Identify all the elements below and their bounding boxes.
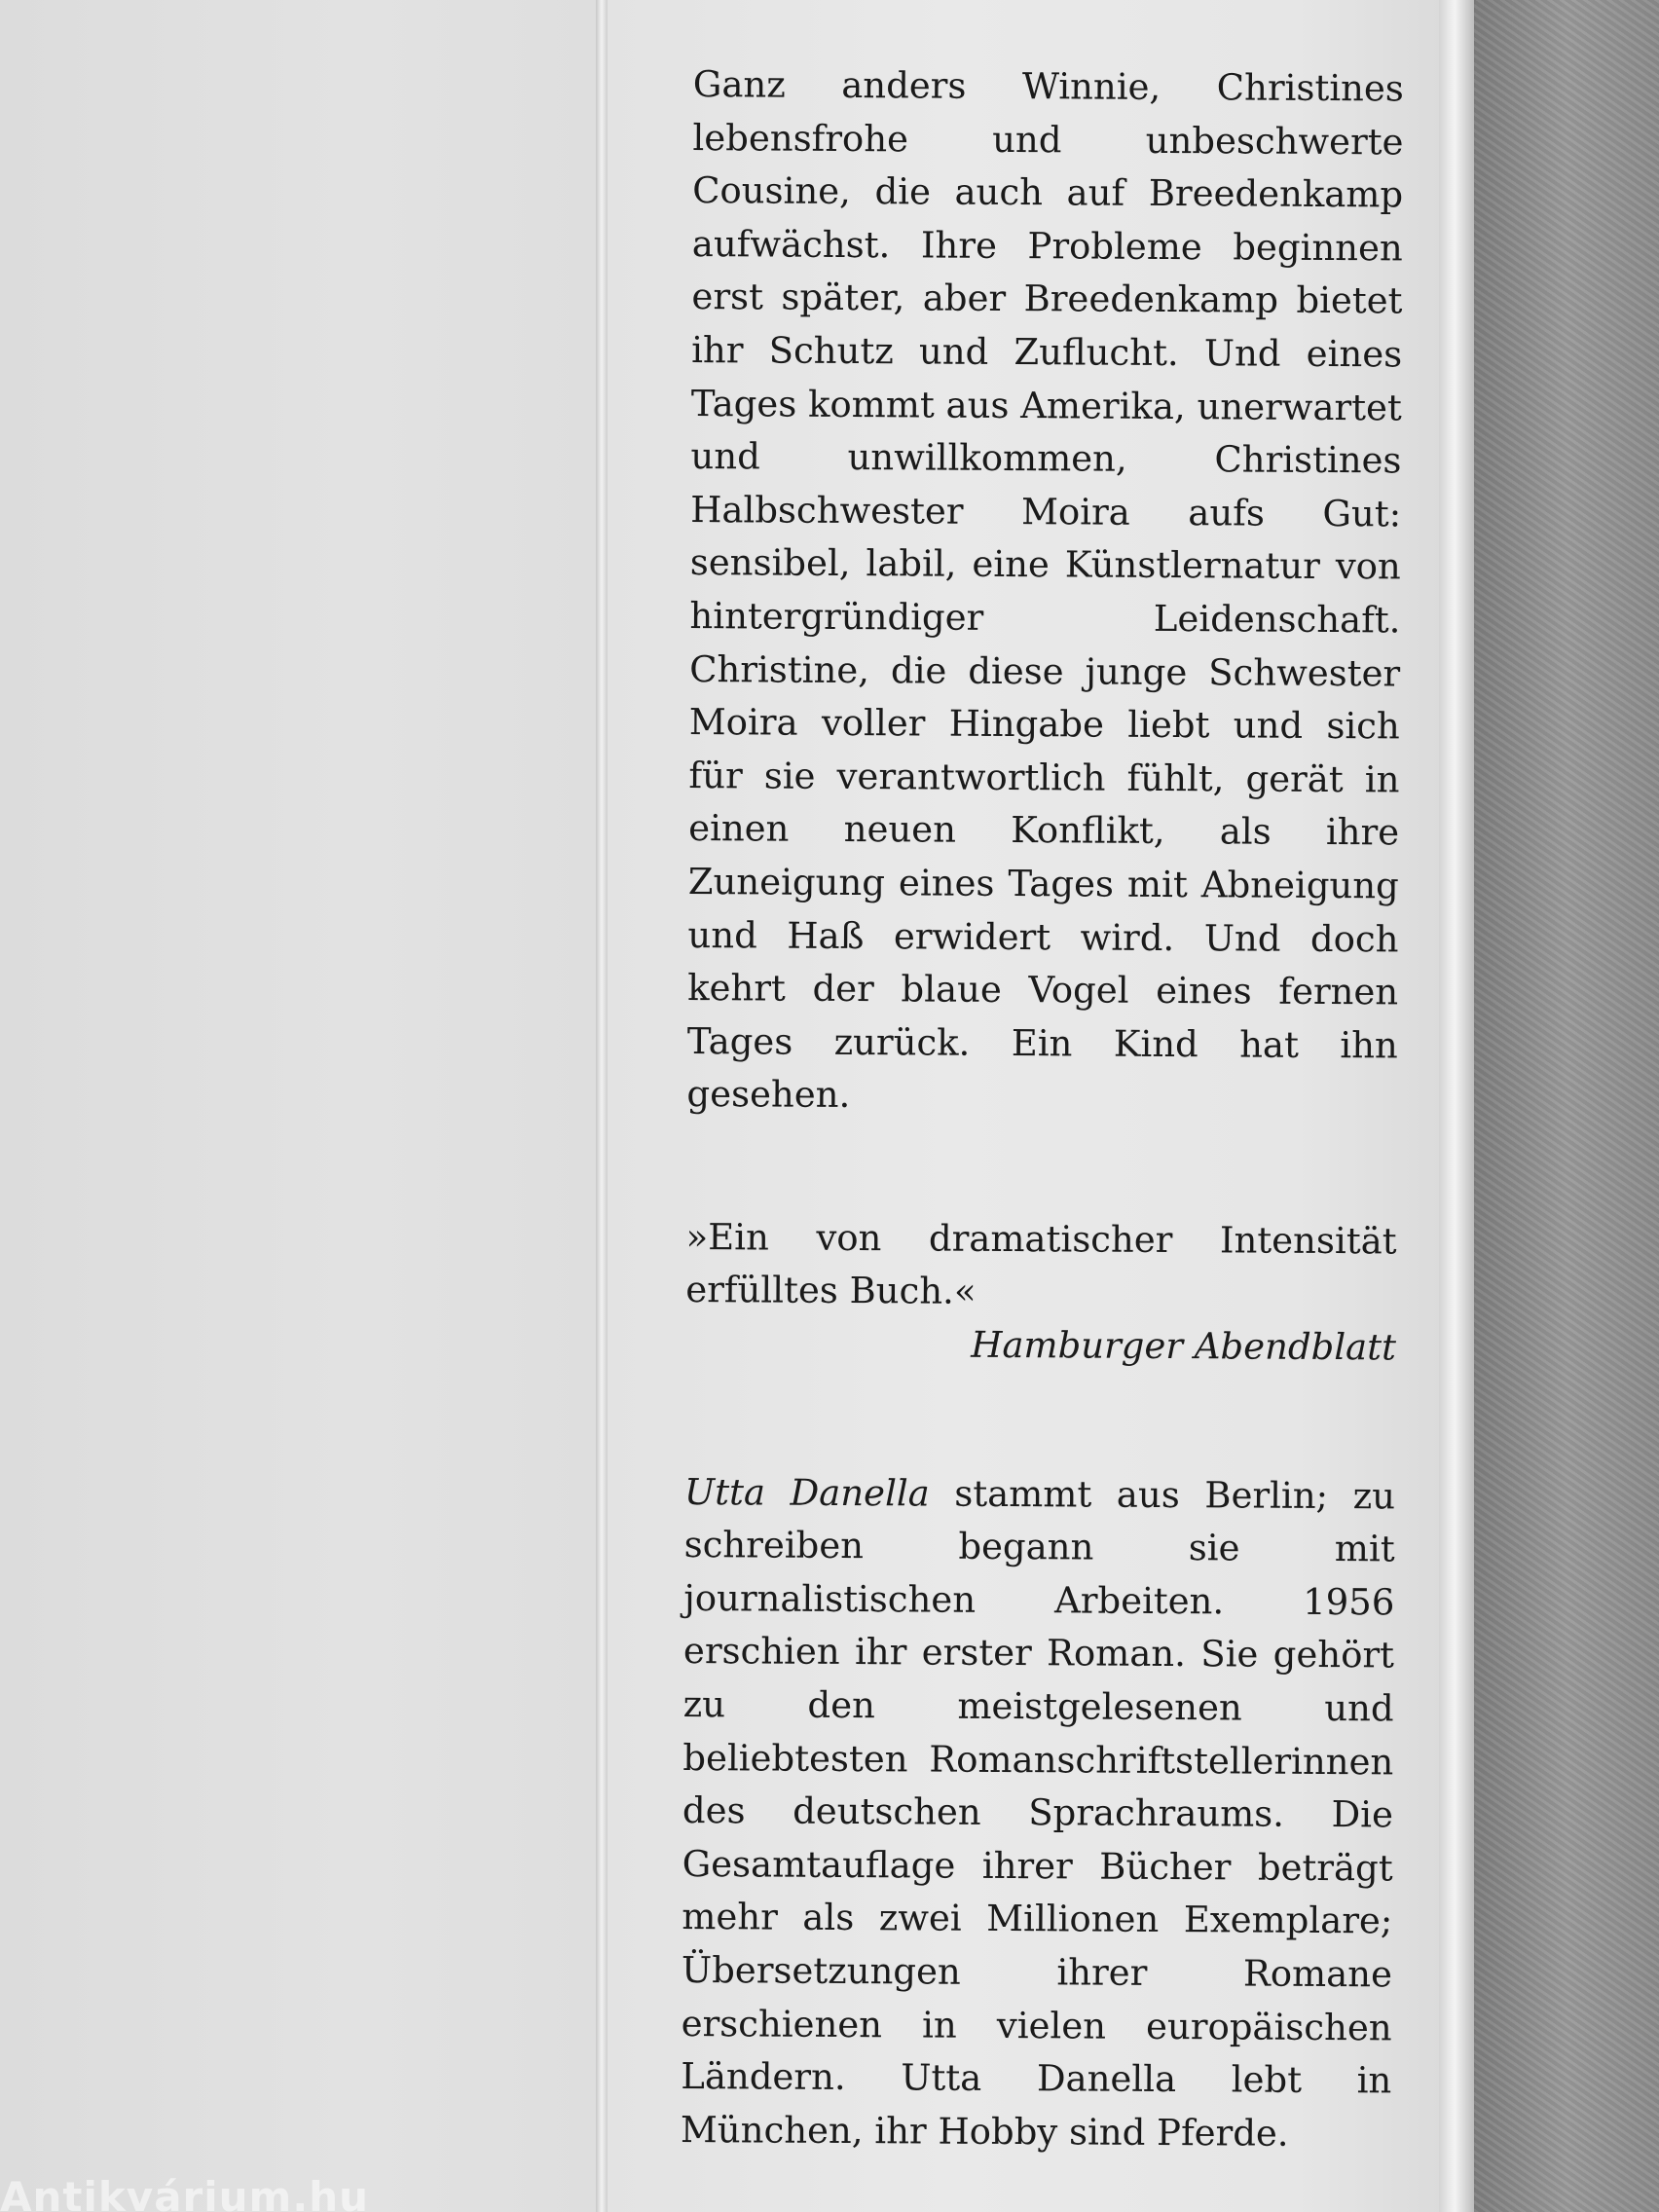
- left-blank-page: [0, 0, 602, 2212]
- author-bio: [681, 1466, 1395, 2161]
- background-surface: [1474, 0, 1659, 2212]
- text-column: [681, 58, 1404, 2161]
- review-quote: [685, 1211, 1397, 1375]
- watermark: Antikvárium.hu: [0, 2173, 370, 2212]
- quote-text: »Ein von dramatischer Intensität erfülltes Buch.«: [685, 1215, 1397, 1313]
- synopsis-paragraph: Ganz anders Winnie, Christines lebensfrohe und unbeschwerte Cousine, die auch auf Breedenkamp aufwächst. Ihre Probleme beginnen erst später, aber Breedenkamp bietet ihr Schutz und Zuflucht. Und eines Tages kommt aus Amerika, unerwartet und unwillkommen, Christines Halbschwester Moira aufs Gut: sensibel, labil, eine Künstlernatur von hintergründiger Leidenschaft. Christine, die diese junge Schwester Moira voller Hingabe liebt und sich für sie verantwortlich fühlt, gerät in einen neuen Konflikt, als ihre Zuneigung eines Tages mit Abneigung und Haß erwidert wird. Und doch kehrt der blaue Vogel eines fernen Tages zurück. Ein Kind hat ihn gesehen.: [686, 62, 1404, 1117]
- quote-source: Hamburger Abendblatt: [971, 1323, 1397, 1369]
- page-fold: [596, 0, 608, 2212]
- author-name: Utta Danella: [683, 1470, 930, 1515]
- author-bio-paragraph: [681, 1466, 1395, 2161]
- page-edge: [1439, 0, 1474, 2212]
- author-bio-text: stammt aus Berlin; zu schreiben begann sie mit journalistischen Arbeiten. 1956 erschien ihr erster Roman. Sie gehört zu den meistgelesenen und beliebtesten Romanschriftstellerinnen des deutschen Sprachraums. Die Gesamtauflage ihrer Bücher beträgt mehr als zwei Millionen Exemplare; Übersetzungen ihrer Romane erschienen in vielen europäischen Ländern. Utta Danella lebt in München, ihr Hobby sind Pferde.: [680, 1472, 1396, 2155]
